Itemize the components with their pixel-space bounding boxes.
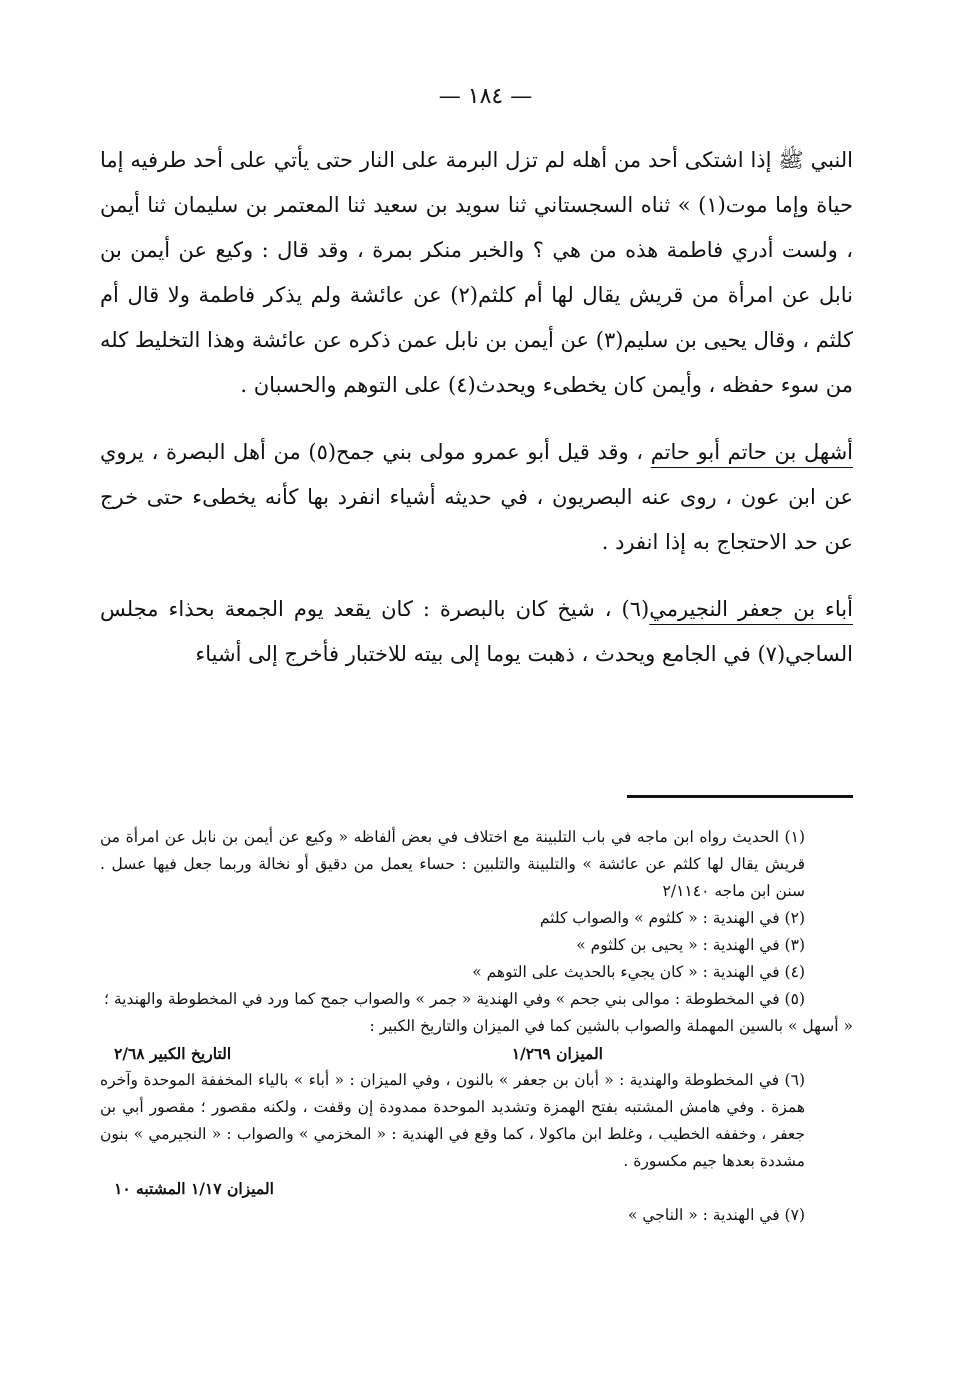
footnote-3: (٣) في الهندية : « يحيى بن كلثوم » bbox=[576, 936, 805, 954]
footnote-5-ref-mizan: الميزان ١/٢٦٩ bbox=[511, 1044, 603, 1063]
footnote-1: (١) الحديث رواه ابن ماجه في باب التلبينة مع اختلاف في بعض ألفاظه « وكيع عن أيمن بن نابل عن امرأة من قريش يقال لها كلثم عن عائشة » والتلبينة والتلبين : حساء يعمل من دقيق أو نخالة وربما جعل فيها عسل . سنن ابن ماجه ٢/١١٤٠ bbox=[100, 828, 805, 900]
entry-name-ashhal: أشهل بن حاتم أبو حاتم bbox=[650, 440, 853, 464]
footnote-2: (٢) في الهندية : « كلثوم » والصواب كلثم bbox=[539, 909, 805, 927]
entry-text-ashhal: ، وقد قيل أبو عمرو مولى بني جمح(٥) من أهل البصرة ، يروي عن ابن عون ، روى عنه البصريون ، في حديثه أشياء انفرد بها كأنه يخطىء حتى خرج عن حد الاحتجاج به إذا انفرد . bbox=[100, 440, 853, 554]
footnote-6-references: الميزان ١/١٧ المشتبه ١٠ bbox=[114, 1179, 274, 1198]
footnote-5-ref-tarikh: التاريخ الكبير ٢/٦٨ bbox=[114, 1044, 232, 1063]
page-number: — ١٨٤ — bbox=[438, 84, 533, 109]
footnote-6: (٦) في المخطوطة والهندية : « أبان بن جعفر » بالنون ، وفي الميزان : « أباء » بالياء المخففة الموحدة وآخره همزة . وفي هامش المشتبه بفتح الهمزة وتشديد الموحدة ممدودة إن وقفت ، ولكنه مقصور ؛ مقصور أبي بن جعفر ، وخففه الخطيب ، وغلط ابن ماكولا ، كما وقع في الهندية : « المخزمي » والصواب : « النجيرمي » بنون مشددة بعدها جيم مكسورة . bbox=[100, 1071, 805, 1170]
entry-text-abaa: (٦) ، شيخ كان بالبصرة : كان يقعد يوم الجمعة بحذاء مجلس الساجي(٧) في الجامع ويحدث ، ذهبت يوما إلى بيته للاختبار فأخرج إلى أشياء bbox=[100, 597, 853, 666]
paragraph-abaa bbox=[100, 587, 853, 677]
footnote-6-tail bbox=[100, 1175, 853, 1202]
footnote-5-note: « أسهل » بالسين المهملة والصواب بالشين كما في الميزان والتاريخ الكبير : bbox=[369, 1017, 853, 1035]
footnote-5-references bbox=[100, 1040, 853, 1067]
footnote-7: (٧) في الهندية : « الناجي » bbox=[627, 1206, 805, 1224]
footnote-5: (٥) في المخطوطة : موالى بني جحم » وفي الهندية « جمر » والصواب جمح كما ورد في المخطوطة والهندية ؛ bbox=[104, 990, 805, 1008]
paragraph-ayman: النبي ﷺ إذا اشتكى أحد من أهله لم تزل البرمة على النار حتى يأتي على أحد طرفيه إما حياة وإما موت(١) » ثناه السجستاني ثنا سويد بن سعيد ثنا المعتمر بن سليمان ثنا أيمن ، ولست أدري فاطمة هذه من هي ؟ والخبر منكر بمرة ، وقد قال : وكيع عن أيمن بن نابل عن امرأة من قريش يقال لها أم كلثم(٢) عن عائشة ولم يذكر فاطمة ولا قال أم كلثم ، وقال يحيى بن سليم(٣) عن أيمن بن نابل عمن ذكره عن عائشة وهذا التخليط كله من سوء حفظه ، وأيمن كان يخطىء ويحدث(٤) على التوهم والحسبان . bbox=[100, 148, 853, 397]
footnote-4: (٤) في الهندية : « كان يجيء بالحديث على التوهم » bbox=[472, 963, 805, 981]
footnotes bbox=[100, 824, 853, 1229]
footnote-divider bbox=[627, 795, 853, 798]
paragraph-ashhal bbox=[100, 430, 853, 565]
entry-name-abaa: أباء بن جعفر النجيرمي bbox=[649, 597, 853, 621]
main-text bbox=[100, 138, 853, 677]
